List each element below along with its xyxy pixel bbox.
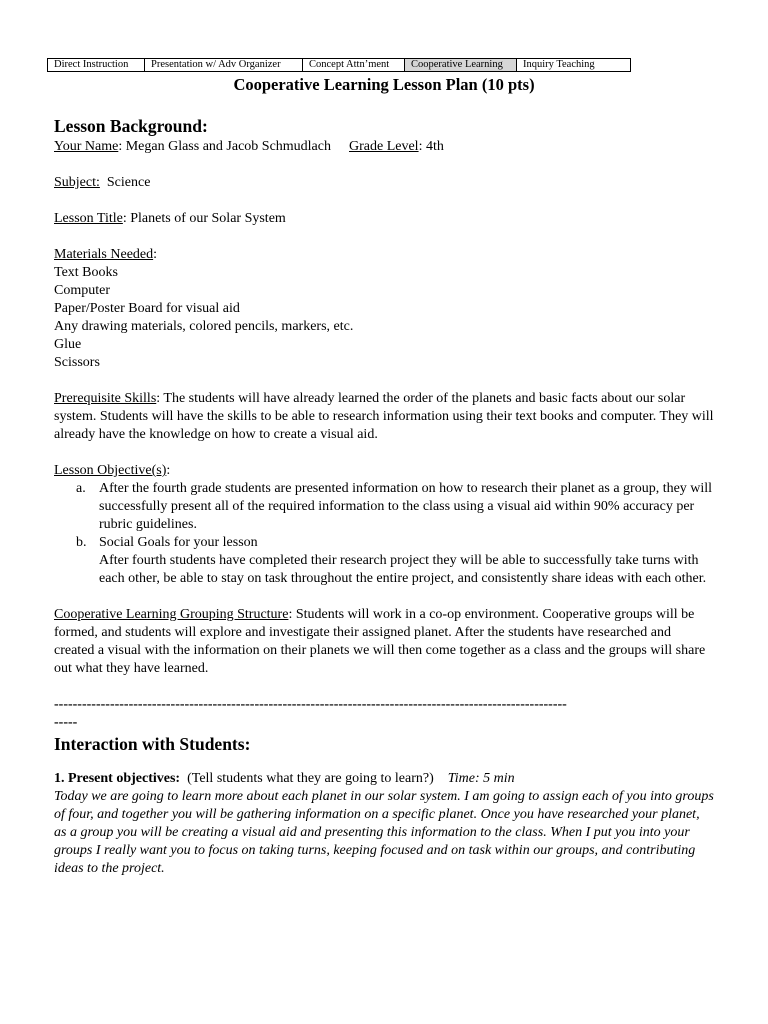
tab-direct-instruction[interactable]: Direct Instruction [48, 59, 145, 71]
tab-concept-attainment[interactable]: Concept Attn’ment [303, 59, 405, 71]
list-marker: b. [76, 535, 87, 550]
objectives-row [54, 462, 714, 480]
section-divider: -------------------------------------------------------------------------------------------------------------- [54, 697, 567, 712]
material-item: Glue [54, 337, 82, 352]
list-item [54, 534, 714, 588]
tab-inquiry-teaching[interactable]: Inquiry Teaching [523, 59, 595, 70]
list-marker: a. [76, 481, 86, 496]
prerequisite-label: Prerequisite Skills [54, 391, 157, 406]
list-item [54, 480, 714, 534]
your-name-label: Your Name [54, 139, 119, 154]
objectives-label: Lesson Objective(s) [54, 463, 167, 478]
document-body [54, 115, 714, 878]
grade-level-value: : 4th [418, 139, 444, 154]
prerequisite-value: : The students will have already learned the order of the planets and basic facts about our solar system. Students will have the skills to be able to research information using their text books and computer. They will already have the knowledge on how to create a visual aid. [54, 391, 714, 442]
page-title: Cooperative Learning Lesson Plan (10 pts) [233, 75, 535, 94]
subject-value: Science [99, 175, 151, 190]
material-item: Paper/Poster Board for visual aid [54, 301, 240, 316]
grade-level-label: Grade Level [349, 139, 419, 154]
grouping-paragraph [54, 606, 714, 678]
step1-time: Time: 5 min [447, 771, 515, 786]
lesson-title-label: Lesson Title [54, 211, 123, 226]
material-item: Computer [54, 283, 110, 298]
materials-row [54, 246, 714, 264]
step1-note: (Tell students what they are going to learn?) [180, 771, 434, 786]
lesson-title-value: : Planets of our Solar System [122, 211, 286, 226]
tab-cooperative-learning[interactable]: Cooperative Learning [405, 59, 517, 71]
name-grade-row [54, 138, 714, 156]
grouping-value: : Students will work in a co-op environment. Cooperative groups will be formed, and students will explore and investigate their assigned planet. After the students have researched and created a visual with the information on their planets we will then come together as a class and the groups will share out what they have learned. [54, 607, 706, 676]
subject-row [54, 174, 714, 192]
step1-label: 1. Present objectives: [54, 771, 181, 786]
interaction-heading: Interaction with Students: [54, 734, 251, 754]
material-item: Any drawing materials, colored pencils, markers, etc. [54, 319, 354, 334]
materials-label: Materials Needed [54, 247, 154, 262]
lesson-type-tabs [47, 58, 631, 72]
material-item: Scissors [54, 355, 100, 370]
step1-row [54, 770, 714, 788]
objective-text: Social Goals for your lesson [99, 535, 258, 550]
objectives-colon: : [166, 463, 171, 478]
tab-presentation-adv-organizer[interactable]: Presentation w/ Adv Organizer [145, 59, 303, 71]
lesson-background-heading: Lesson Background: [54, 116, 208, 136]
section-divider-continued: ----- [54, 715, 78, 730]
your-name-value: : Megan Glass and Jacob Schmudlach [118, 139, 331, 154]
objectives-list [54, 480, 714, 588]
materials-colon: : [153, 247, 158, 262]
subject-label: Subject: [54, 175, 100, 190]
lesson-title-row [54, 210, 714, 228]
prerequisite-paragraph [54, 390, 714, 444]
material-item: Text Books [54, 265, 118, 280]
objective-text-social: After fourth students have completed their research project they will be able to successfully take turns with each other, be able to stay on task throughout the entire project, and consistently share ideas with each other. [99, 553, 707, 586]
step1-text: Today we are going to learn more about each planet in our solar system. I am going to assign each of you into groups of four, and together you will be gathering information on a specific planet. Once you have researched your planet, as a group you will be creating a visual aid and presenting this information to the class. When I put you into your groups I really want you to focus on taking turns, keeping focused and on task within our groups, and contributing ideas to the project. [54, 789, 714, 876]
grouping-label: Cooperative Learning Grouping Structure [54, 607, 289, 622]
objective-text: After the fourth grade students are presented information on how to research their planet as a group, they will successfully present all of the required information to the class using a visual aid within 90% accuracy per rubric guidelines. [99, 481, 713, 532]
